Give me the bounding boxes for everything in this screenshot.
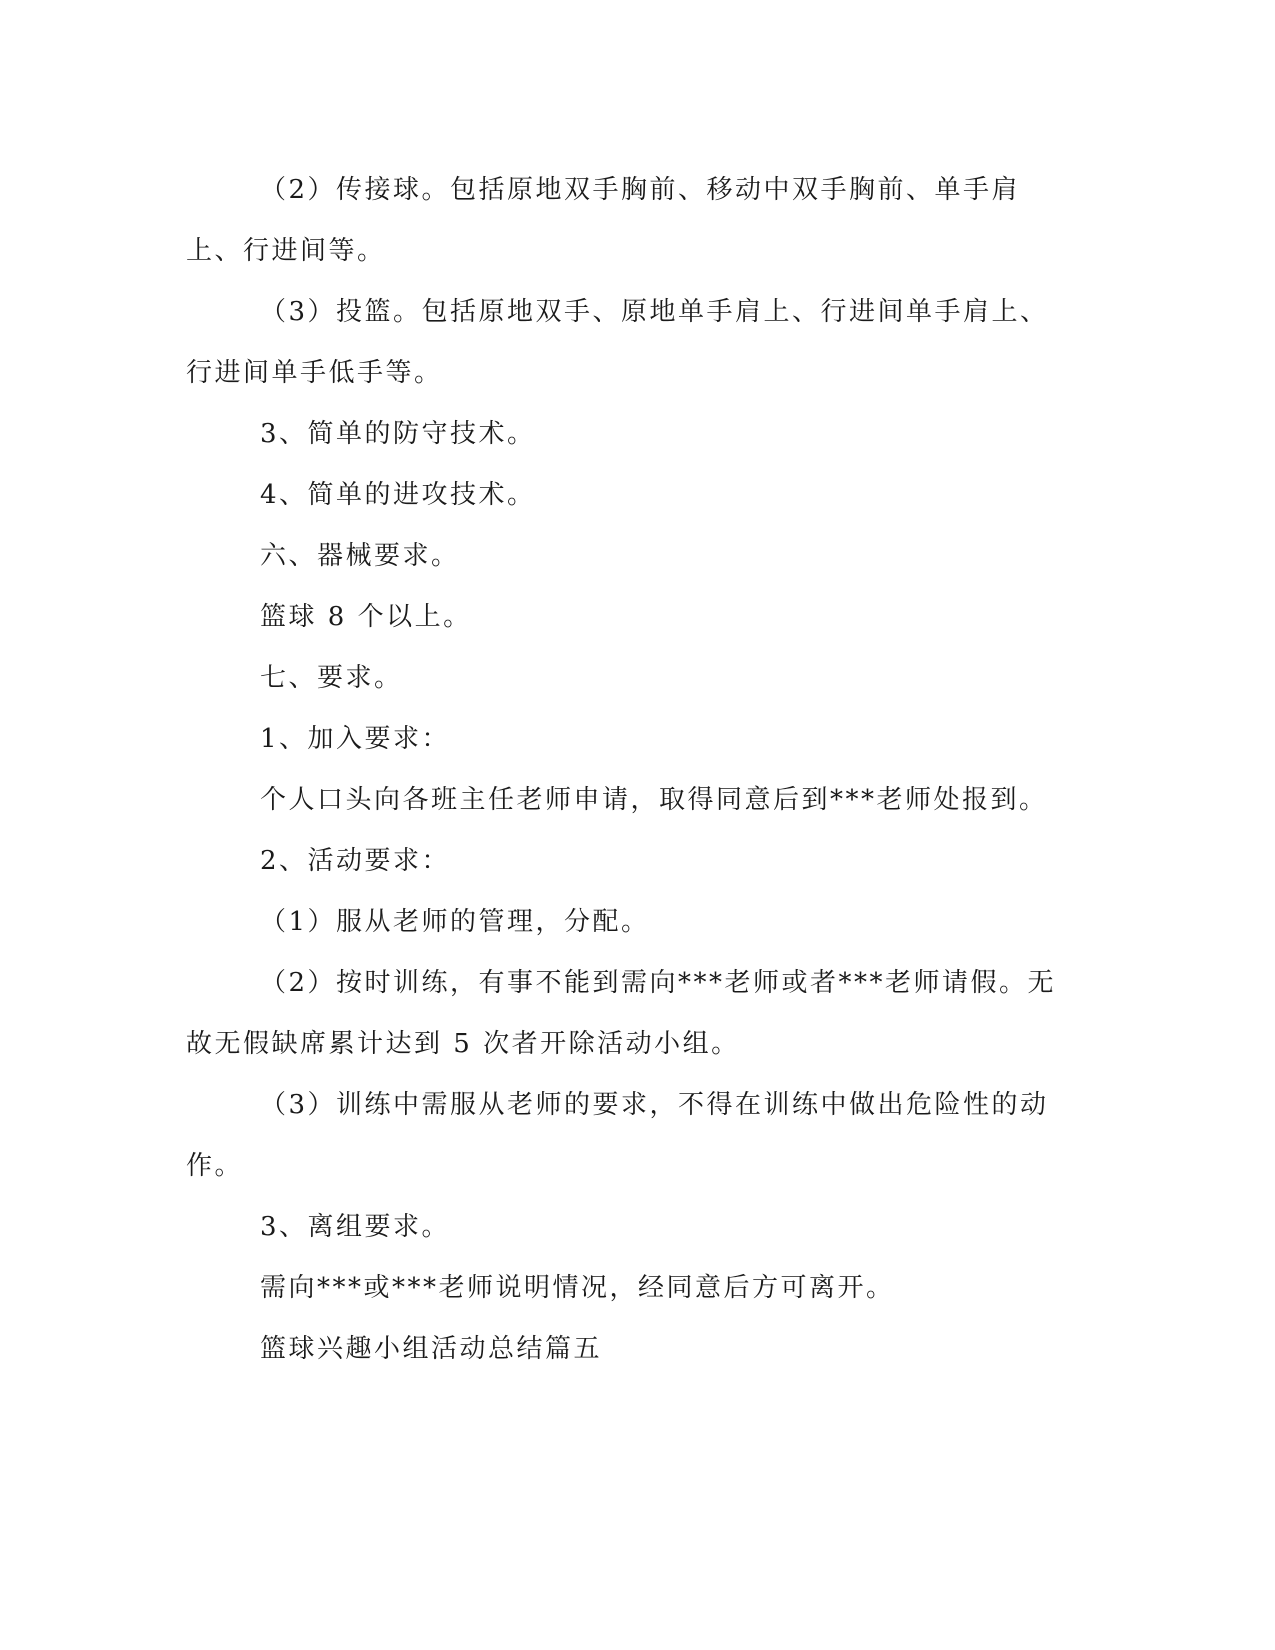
subheading-activity: 2、活动要求：: [260, 846, 451, 876]
paragraph-leave: 需向***或***老师说明情况，经同意后方可离开。: [260, 1273, 895, 1303]
section-heading-equipment: 六、器械要求。: [260, 541, 460, 571]
subheading-leave: 3、离组要求。: [260, 1212, 451, 1242]
paragraph-defense: 3、简单的防守技术。: [260, 419, 536, 449]
paragraph-activity-2: （2）按时训练，有事不能到需向***老师或者***老师请假。无故无假缺席累计达到 5 次者开除活动小组。: [186, 968, 1057, 1059]
paragraph-equipment: 篮球 8 个以上。: [260, 602, 472, 632]
document-body: [186, 160, 1066, 1380]
paragraph-join: 个人口头向各班主任老师申请，取得同意后到***老师处报到。: [260, 785, 1048, 815]
section-title-summary-5: 篮球兴趣小组活动总结篇五: [260, 1334, 603, 1364]
paragraph-offense: 4、简单的进攻技术。: [260, 480, 536, 510]
section-heading-requirements: 七、要求。: [260, 663, 403, 693]
paragraph-passing: （2）传接球。包括原地双手胸前、移动中双手胸前、单手肩上、行进间等。: [186, 175, 1021, 266]
paragraph-activity-1: （1）服从老师的管理，分配。: [260, 907, 650, 937]
paragraph-activity-3: （3）训练中需服从老师的要求，不得在训练中做出危险性的动作。: [186, 1090, 1049, 1181]
paragraph-shooting: （3）投篮。包括原地双手、原地单手肩上、行进间单手肩上、行进间单手低手等。: [186, 297, 1049, 388]
subheading-join: 1、加入要求：: [260, 724, 451, 754]
